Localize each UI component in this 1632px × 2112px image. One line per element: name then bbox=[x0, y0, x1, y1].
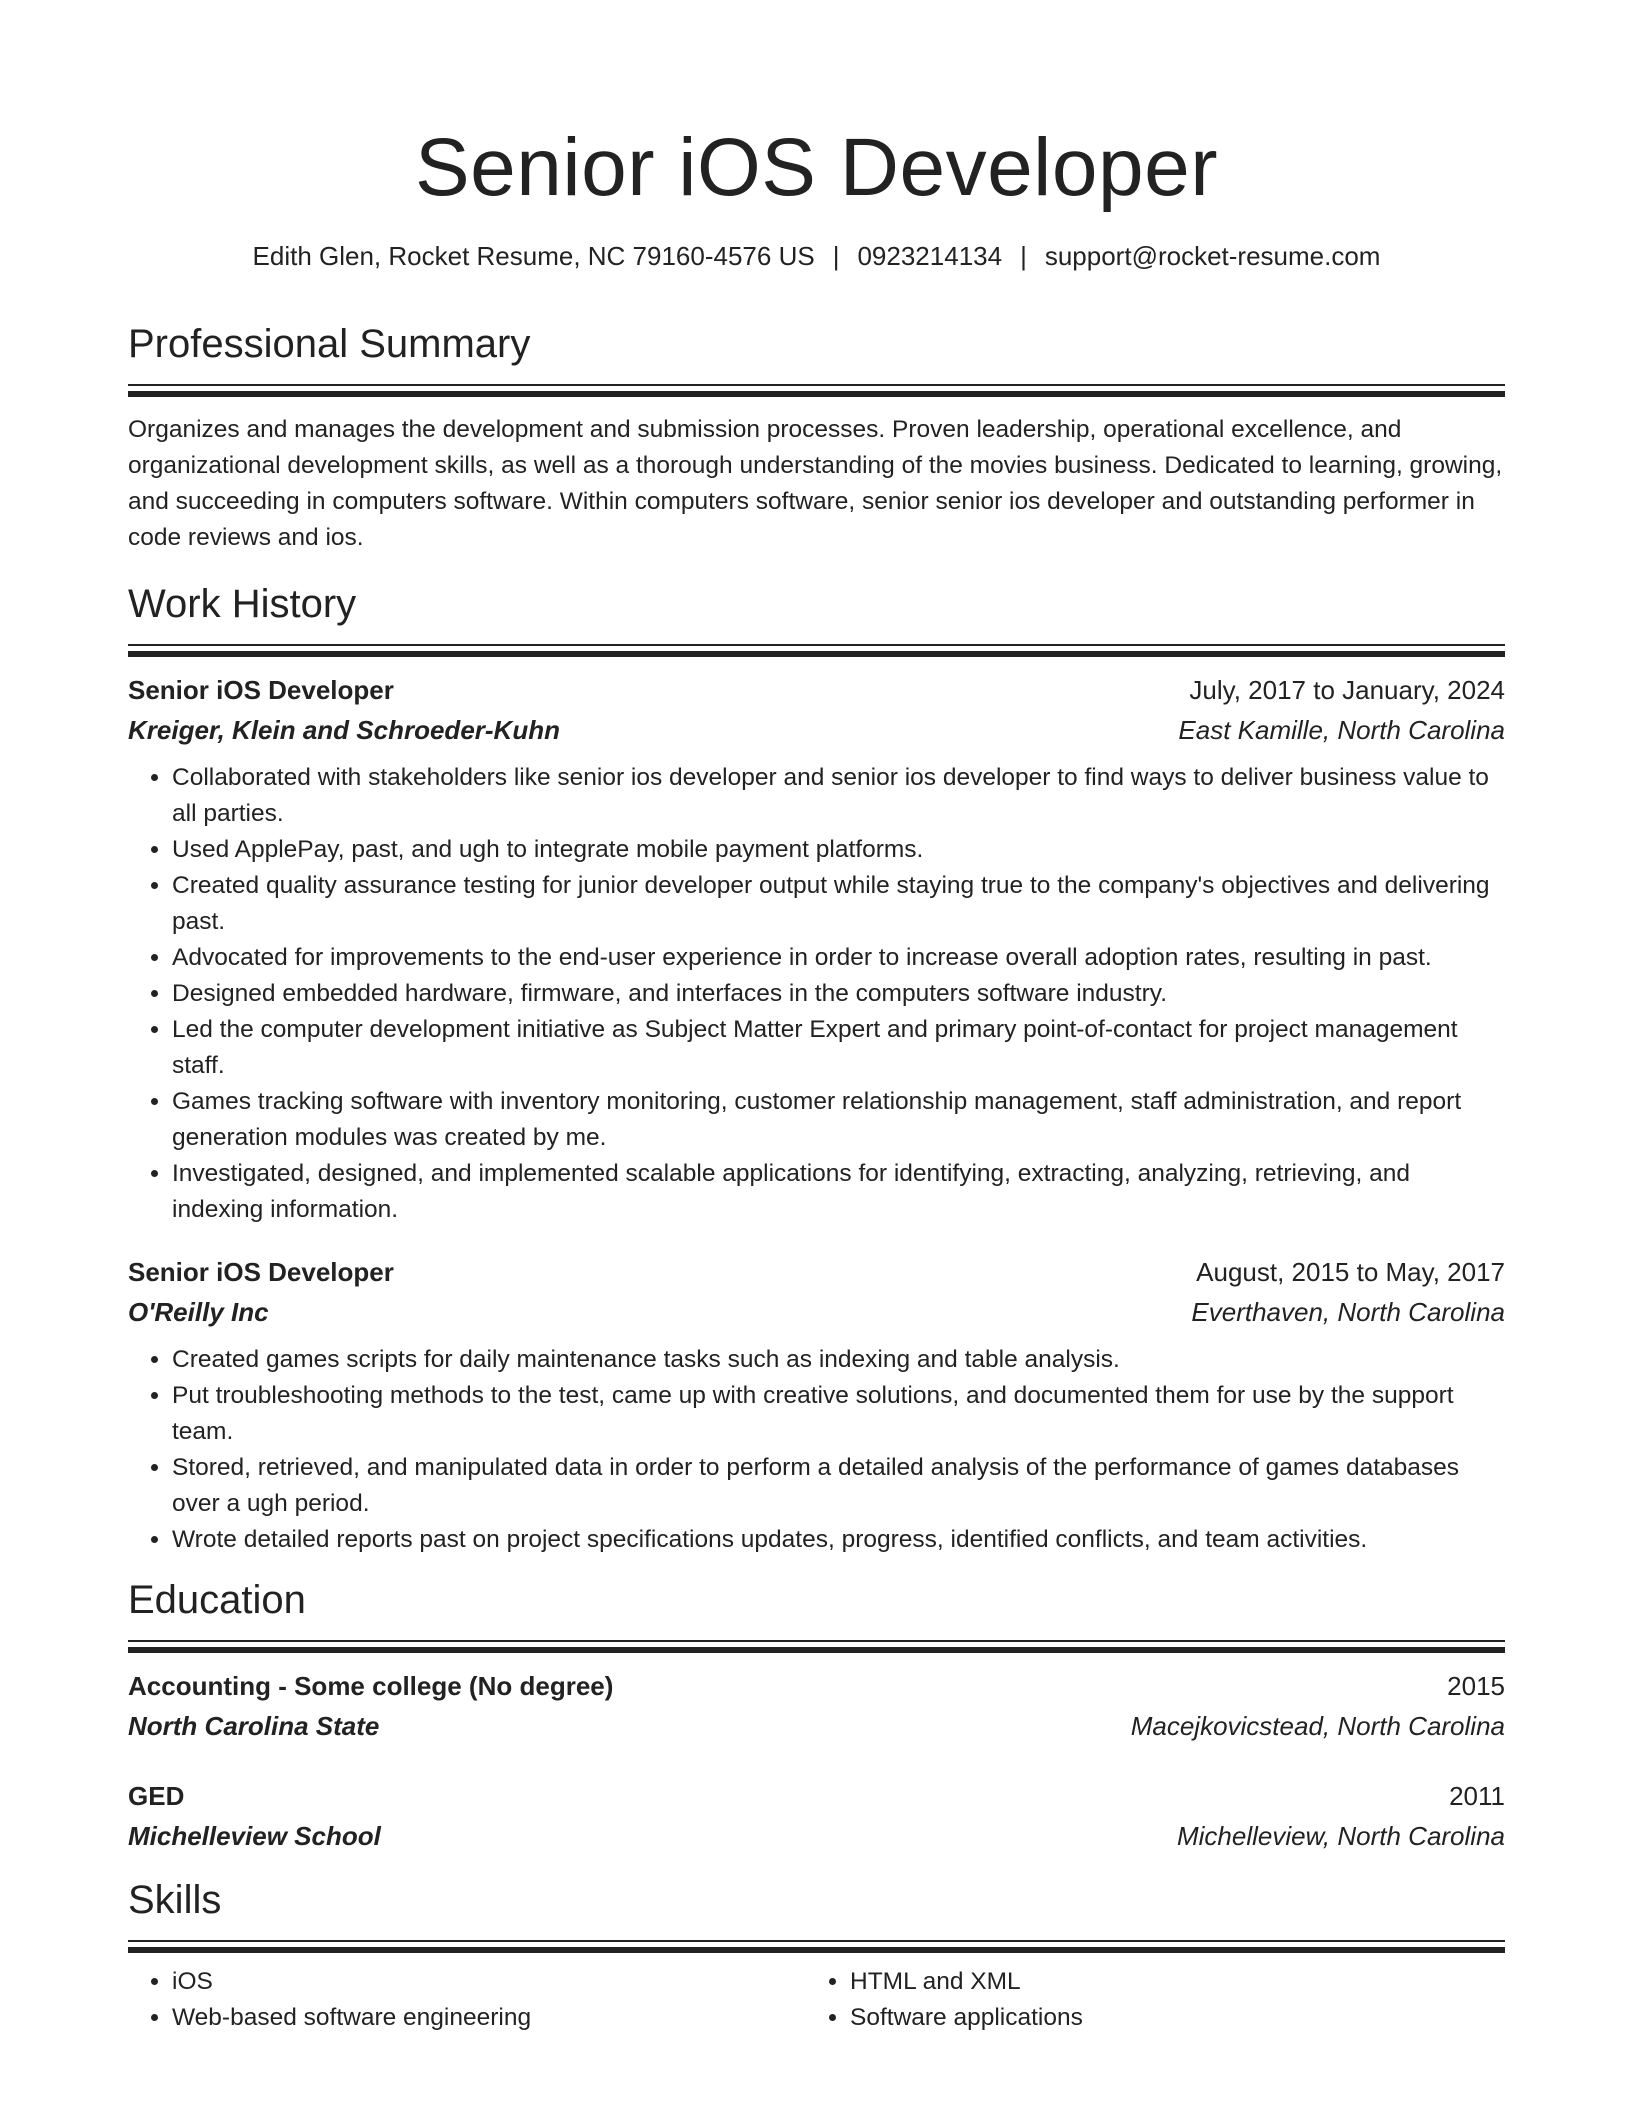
education-school: Michelleview School bbox=[128, 1821, 381, 1851]
education-section bbox=[128, 1574, 1505, 1856]
education-header bbox=[128, 1666, 1505, 1706]
list-item: • Software applications bbox=[850, 2000, 1484, 2036]
list-item: • iOS bbox=[172, 1964, 806, 2000]
section-heading: Skills bbox=[128, 1878, 222, 1922]
job-subheader bbox=[128, 1292, 1505, 1332]
summary-section bbox=[128, 318, 1505, 556]
list-item: • Advocated for improvements to the end-user experience in order to increase overall adoption rates, resulting in past. bbox=[172, 940, 1505, 976]
job-location: Everthaven, North Carolina bbox=[1191, 1297, 1505, 1327]
education-location: Michelleview, North Carolina bbox=[1176, 1821, 1505, 1851]
job-role: Senior iOS Developer bbox=[128, 675, 394, 705]
section-divider bbox=[128, 384, 1505, 398]
job-header bbox=[128, 1252, 1505, 1292]
job-role: Senior iOS Developer bbox=[128, 1257, 394, 1287]
job-entry bbox=[128, 1252, 1505, 1558]
contact-address: Edith Glen, Rocket Resume, NC 79160-4576 US bbox=[252, 241, 815, 271]
section-divider bbox=[128, 1940, 1505, 1954]
job-entry bbox=[128, 670, 1505, 1228]
skills-section bbox=[128, 1874, 1505, 2036]
work-section bbox=[128, 578, 1505, 1558]
section-divider bbox=[128, 1640, 1505, 1654]
skills-column-right bbox=[806, 1964, 1484, 2036]
education-entry bbox=[128, 1666, 1505, 1746]
job-dates: July, 2017 to January, 2024 bbox=[1189, 675, 1505, 705]
section-divider bbox=[128, 644, 1505, 658]
list-item: • Web-based software engineering bbox=[172, 2000, 806, 2036]
contact-line bbox=[128, 238, 1505, 274]
list-item: • Games tracking software with inventory monitoring, customer relationship management, staff administration, and report generation modules was created by me. bbox=[172, 1084, 1505, 1156]
education-year: 2015 bbox=[1447, 1671, 1505, 1701]
list-item: • Created quality assurance testing for junior developer output while staying true to the company's objectives and delivering past. bbox=[172, 868, 1505, 940]
summary-text: Organizes and manages the development and submission processes. Proven leadership, operational excellence, and organizational development skills, as well as a thorough understanding of the movies business. Dedicated to learning, growing, and succeeding in computers software. Within computers software, senior senior ios developer and outstanding performer in code reviews and ios. bbox=[128, 416, 1503, 551]
job-location: East Kamille, North Carolina bbox=[1178, 715, 1505, 745]
contact-separator: | bbox=[1020, 241, 1027, 271]
list-item: • Led the computer development initiative as Subject Matter Expert and primary point-of-contact for project management staff. bbox=[172, 1012, 1505, 1084]
list-item: • Designed embedded hardware, firmware, and interfaces in the computers software industry. bbox=[172, 976, 1505, 1012]
list-item: • Stored, retrieved, and manipulated data in order to perform a detailed analysis of the performance of games databases over a ugh period. bbox=[172, 1450, 1505, 1522]
education-degree: GED bbox=[128, 1781, 185, 1811]
list-item: • Created games scripts for daily maintenance tasks such as indexing and table analysis. bbox=[172, 1342, 1505, 1378]
education-subheader bbox=[128, 1706, 1505, 1746]
contact-separator: | bbox=[832, 241, 840, 271]
job-bullets bbox=[128, 760, 1505, 1228]
section-heading: Education bbox=[128, 1578, 306, 1622]
job-header bbox=[128, 670, 1505, 710]
education-degree: Accounting - Some college (No degree) bbox=[128, 1671, 614, 1701]
education-school: North Carolina State bbox=[128, 1711, 380, 1741]
job-subheader bbox=[128, 710, 1505, 750]
education-subheader bbox=[128, 1816, 1505, 1856]
resume-page bbox=[128, 0, 1505, 2036]
job-dates: August, 2015 to May, 2017 bbox=[1196, 1257, 1505, 1287]
list-item: • Used ApplePay, past, and ugh to integrate mobile payment platforms. bbox=[172, 832, 1505, 868]
list-item: • Investigated, designed, and implemented scalable applications for identifying, extracting, analyzing, retrieving, and indexing information. bbox=[172, 1156, 1505, 1228]
section-heading: Professional Summary bbox=[128, 322, 531, 366]
job-company: O'Reilly Inc bbox=[128, 1297, 269, 1327]
education-header bbox=[128, 1776, 1505, 1816]
job-bullets bbox=[128, 1342, 1505, 1558]
contact-phone: 0923214134 bbox=[857, 241, 1003, 271]
list-item: • Collaborated with stakeholders like senior ios developer and senior ios developer to find ways to deliver business value to all parties. bbox=[172, 760, 1505, 832]
education-year: 2011 bbox=[1449, 1781, 1505, 1811]
education-location: Macejkovicstead, North Carolina bbox=[1130, 1711, 1505, 1741]
job-company: Kreiger, Klein and Schroeder-Kuhn bbox=[128, 715, 560, 745]
skills-column-left bbox=[128, 1964, 806, 2036]
contact-email: support@rocket-resume.com bbox=[1044, 241, 1381, 271]
list-item: • HTML and XML bbox=[850, 1964, 1484, 2000]
skills-grid bbox=[128, 1964, 1505, 2036]
resume-title: Senior iOS Developer bbox=[414, 122, 1219, 213]
list-item: • Wrote detailed reports past on project specifications updates, progress, identified conflicts, and team activities. bbox=[172, 1522, 1505, 1558]
section-heading: Work History bbox=[128, 582, 357, 626]
list-item: • Put troubleshooting methods to the test, came up with creative solutions, and documented them for use by the support team. bbox=[172, 1378, 1505, 1450]
education-entry bbox=[128, 1776, 1505, 1856]
